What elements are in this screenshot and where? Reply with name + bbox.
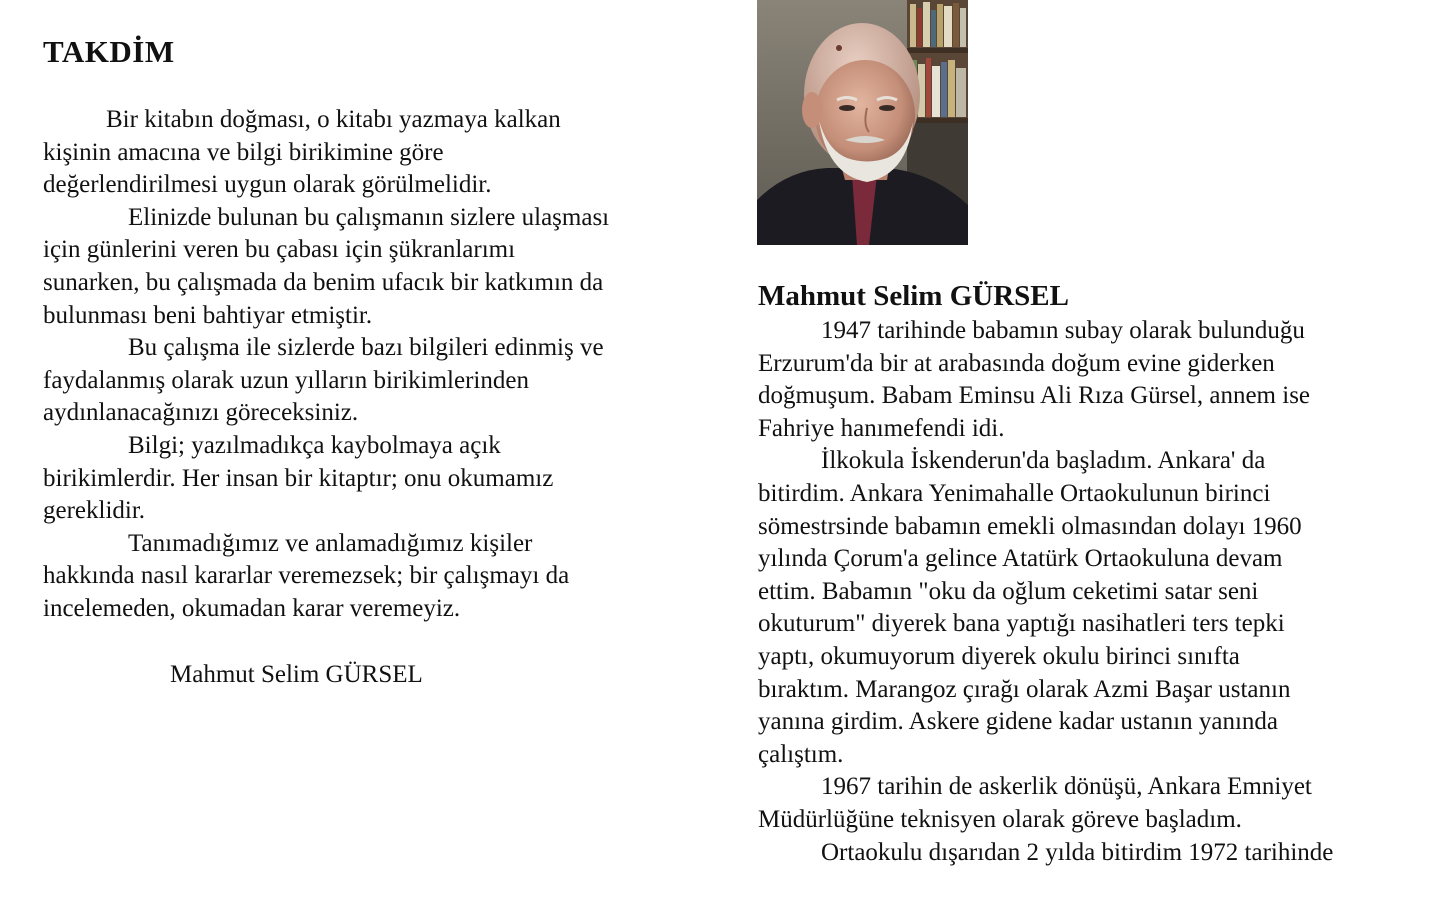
foreword-body [43,104,693,626]
paragraph-line: çalıştım. [758,740,844,768]
paragraph-line: Elinizde bulunan bu çalışmanın sizlere ulaşması [128,203,610,231]
paragraph-line: sunarken, bu çalışmada da benim ufacık bir katkımın da [43,268,604,296]
paragraph-line: birikimlerdir. Her insan bir kitaptır; onu okumamız [43,464,554,492]
author-name: Mahmut Selim GÜRSEL [758,280,1069,312]
paragraph-line: Fahriye hanımefendi idi. [758,414,1005,442]
paragraph-line: gereklidir. [43,497,146,525]
paragraph-line: için günlerini veren bu çabası için şükranlarımı [43,236,516,264]
paragraph-line: Tanımadığımız ve anlamadığımız kişiler [128,529,533,557]
page-title: TAKDİM [43,34,175,69]
paragraph-line: 1967 tarihin de askerlik dönüşü, Ankara Emniyet [821,773,1312,801]
paragraph-line: Ortaokulu dışarıdan 2 yılda bitirdim 1972 tarihinde [821,838,1334,866]
paragraph-line: bıraktım. Marangoz çırağı olarak Azmi Başar ustanın [758,675,1291,703]
paragraph-line: yanına girdim. Askere gidene kadar ustanın yanında [758,708,1278,736]
paragraph-line: 1947 tarihinde babamın subay olarak bulunduğu [821,317,1305,344]
paragraph-line: bulunması beni bahtiyar etmiştir. [43,301,373,329]
biography-body [758,315,1333,869]
paragraph-line: aydınlanacağınızı göreceksiniz. [43,399,359,427]
paragraph-line: yaptı, okumuyorum diyerek okulu birinci sınıfta [758,642,1240,670]
paragraph-line: değerlendirilmesi uygun olarak görülmelidir. [43,171,492,199]
paragraph-line: Müdürlüğüne teknisyen olarak göreve başladım. [758,805,1242,833]
paragraph-line: ettim. Babamın "oku da oğlum ceketimi satar seni [758,577,1259,605]
paragraph-line: bitirdim. Ankara Yenimahalle Ortaokulunun birinci [758,479,1271,507]
author-photo [757,0,968,245]
signature: Mahmut Selim GÜRSEL [170,661,423,688]
paragraph-line: İlkokula İskenderun'da başladım. Ankara' da [821,447,1266,475]
paragraph-line: faydalanmış olarak uzun yılların birikimlerinden [43,366,529,394]
paragraph-line: okuturum" diyerek bana yaptığı nasihatleri ters tepki [758,610,1285,638]
paragraph-line: kişinin amacına ve bilgi birikimine göre [43,138,444,166]
paragraph-line: Bilgi; yazılmadıkça kaybolmaya açık [128,431,501,459]
paragraph-line: hakkında nasıl kararlar veremezsek; bir çalışmayı da [43,562,570,590]
paragraph-line: Erzurum'da bir at arabasında doğum evine giderken [758,349,1275,377]
paragraph-line: yılında Çorum'a gelince Atatürk Ortaokuluna devam [758,545,1283,573]
paragraph-line: sömestrsinde babamın emekli olmasından dolayı 1960 [758,512,1302,540]
paragraph-line: Bir kitabın doğması, o kitabı yazmaya kalkan [106,106,561,133]
paragraph-line: doğmuşum. Babam Eminsu Ali Rıza Gürsel, annem ise [758,382,1311,410]
paragraph-line: incelemeden, okumadan karar veremeyiz. [43,594,461,622]
paragraph-line: Bu çalışma ile sizlerde bazı bilgileri edinmiş ve [128,334,604,362]
